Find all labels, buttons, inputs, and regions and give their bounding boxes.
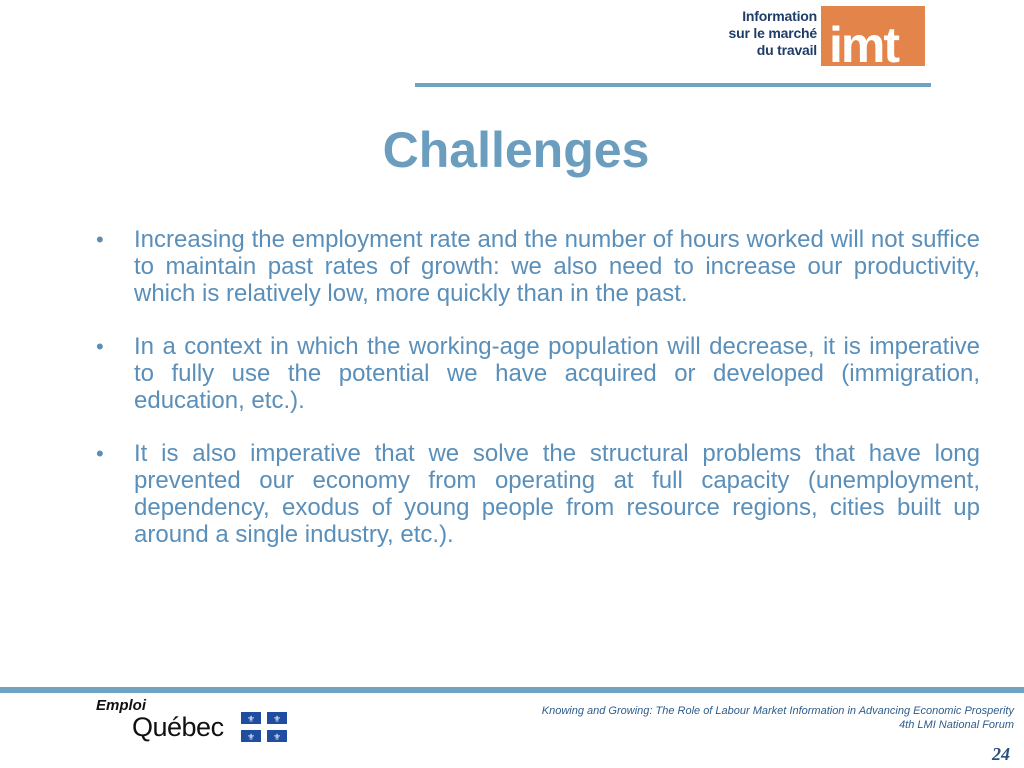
bullet-marker: • xyxy=(96,441,104,466)
imt-logo-line2: sur le marché xyxy=(728,25,817,41)
svg-text:⚜: ⚜ xyxy=(272,715,282,725)
svg-text:⚜: ⚜ xyxy=(246,715,256,725)
bullet-item xyxy=(96,333,980,414)
bullet-item xyxy=(96,226,980,307)
emploi-quebec-logo xyxy=(96,697,296,749)
imt-logo-text xyxy=(729,8,817,59)
footer-line2: 4th LMI National Forum xyxy=(899,719,1014,731)
imt-logo-acronym: imt xyxy=(829,17,898,73)
bullet-item xyxy=(96,440,980,548)
bullet-list xyxy=(96,226,980,574)
footer-divider xyxy=(0,687,1024,693)
imt-logo xyxy=(700,6,925,73)
logo-quebec-text: Québec xyxy=(132,712,224,742)
bullet-marker: • xyxy=(96,227,104,252)
logo-emploi-text: Emploi xyxy=(96,697,147,714)
bullet-text: Increasing the employment rate and the number of hours worked will not suffice to maintain past rates of growth: we also need to increase our productivity, which is relatively low, more quickly than in the past. xyxy=(134,226,980,307)
svg-text:⚜: ⚜ xyxy=(246,733,256,742)
slide-number: 24 xyxy=(992,744,1010,764)
bullet-text: In a context in which the working-age population will decrease, it is imperative to fully use the potential we have acquired or developed (immigration, education, etc.). xyxy=(134,333,980,414)
header-divider xyxy=(415,83,931,87)
imt-logo-line3: du travail xyxy=(756,42,817,58)
quebec-flag-icon xyxy=(241,712,287,742)
bullet-marker: • xyxy=(96,334,104,359)
footer-caption xyxy=(542,704,1014,732)
imt-logo-box xyxy=(821,6,925,73)
svg-text:⚜: ⚜ xyxy=(272,733,282,742)
bullet-text: It is also imperative that we solve the structural problems that have long prevented our economy from operating at full capacity (unemployment, dependency, exodus of young people from resource regions, cities built up around a single industry, etc.). xyxy=(134,440,980,548)
slide-title: Challenges xyxy=(382,122,650,178)
imt-logo-line1: Information xyxy=(742,8,817,24)
footer-line1: Knowing and Growing: The Role of Labour Market Information in Advancing Economic Prosperity xyxy=(541,705,1014,717)
